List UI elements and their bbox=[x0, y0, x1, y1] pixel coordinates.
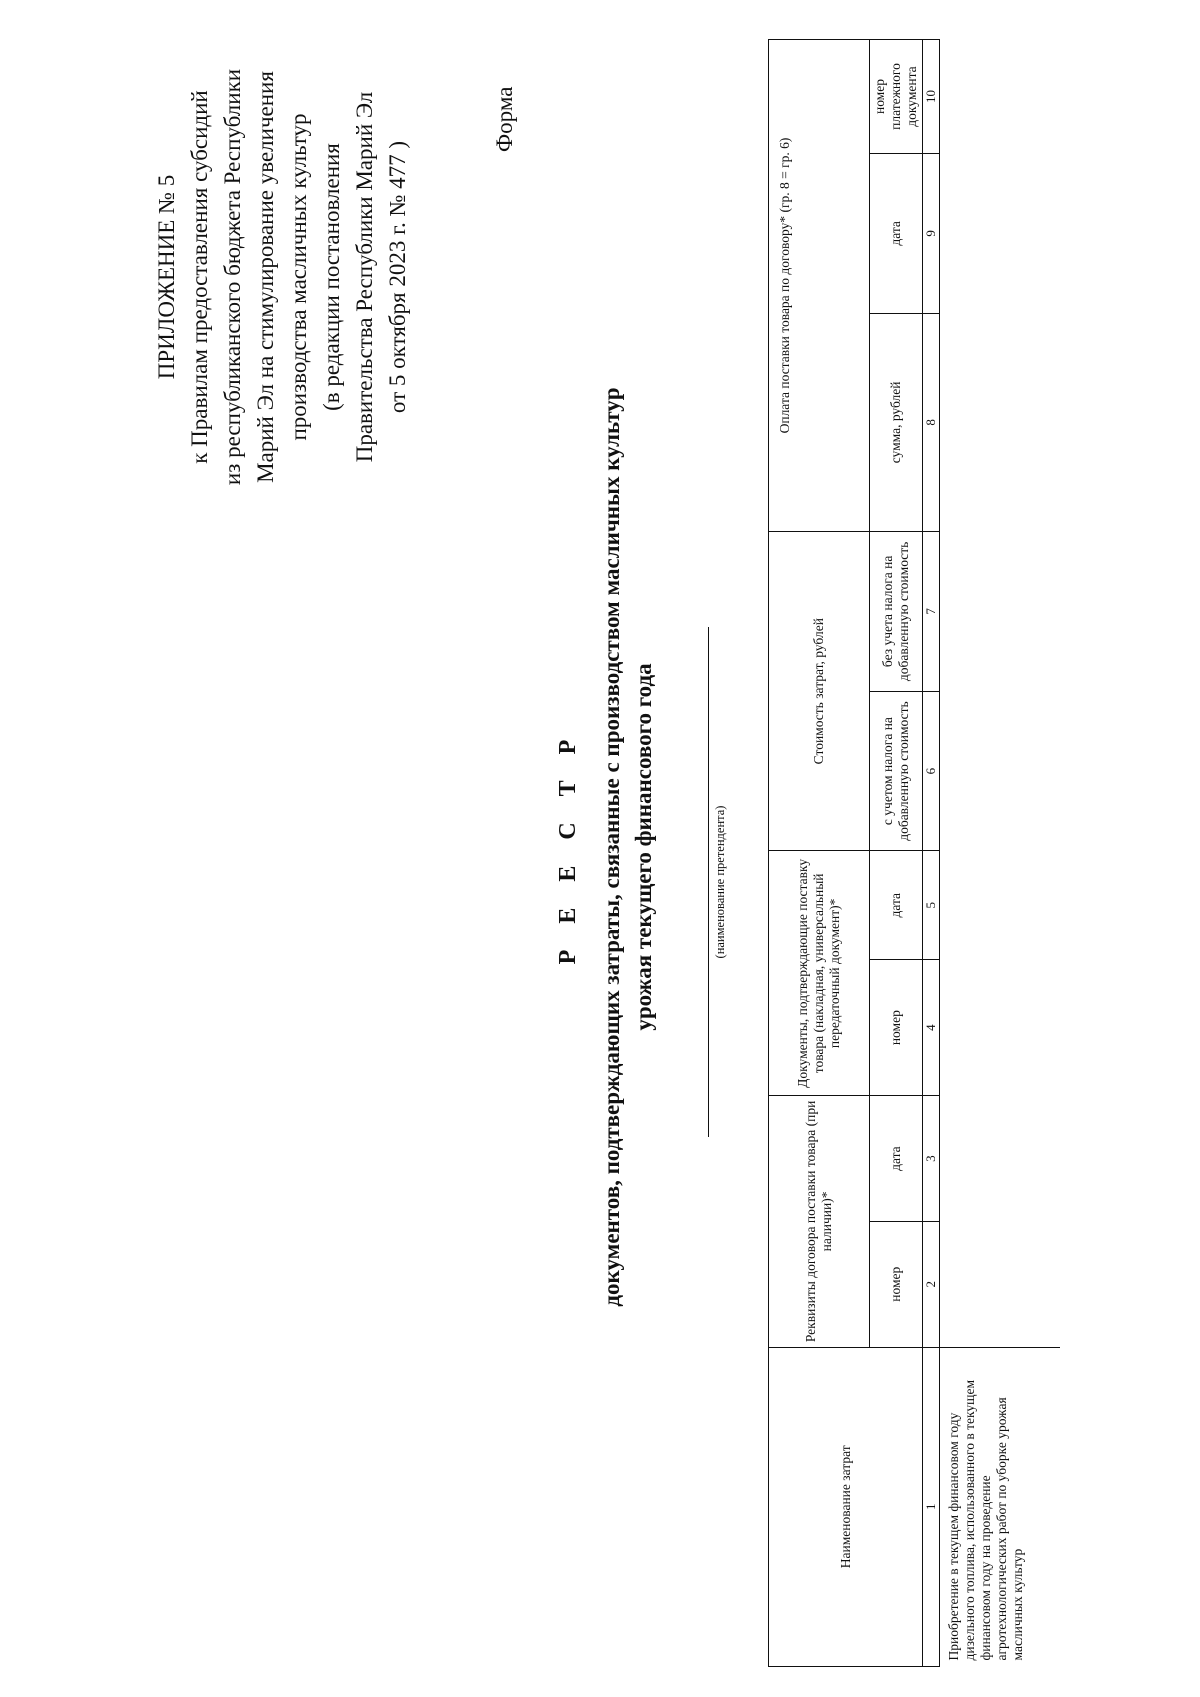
empty-cell bbox=[940, 313, 1061, 531]
col-header-cost-name: Наименование затрат bbox=[769, 1347, 923, 1666]
document-title bbox=[555, 257, 660, 1437]
appendix-line: Правительства Республики Марий Эл bbox=[352, 91, 377, 463]
appendix-header bbox=[150, 17, 414, 537]
column-number: 1 bbox=[923, 1347, 940, 1666]
title-reestr: Р Е Е С Т Р bbox=[555, 729, 581, 965]
empty-cell bbox=[940, 691, 1061, 851]
column-number: 6 bbox=[923, 691, 940, 851]
col-header-payment: Оплата поставки товара по договору* (гр. 8 = гр. 6) bbox=[769, 40, 870, 532]
applicant-underline bbox=[708, 627, 709, 1137]
empty-cell bbox=[940, 532, 1061, 692]
empty-cell bbox=[940, 1096, 1061, 1222]
cost-name-cell: Приобретение в текущем финансовом году дизельного топлива, использованного в текущем финансовом году на проведение агротехнологических работ по уборке урожая масличных культур bbox=[940, 1347, 1061, 1666]
col-header-docs-date: дата bbox=[870, 851, 923, 960]
column-number: 8 bbox=[923, 313, 940, 531]
register-table bbox=[768, 39, 1060, 1667]
col-header-without-vat: без учета налога на добавленную стоимость bbox=[870, 532, 923, 692]
appendix-line: Марий Эл на стимулирование увеличения bbox=[253, 71, 278, 483]
column-number: 4 bbox=[923, 960, 940, 1096]
col-header-contract-date: дата bbox=[870, 1096, 923, 1222]
col-header-docs: Документы, подтверждающие поставку товара (накладная, универсальный передаточный документ)* bbox=[769, 851, 870, 1096]
appendix-line: (в редакции постановления bbox=[319, 143, 344, 411]
header-row-1 bbox=[769, 40, 870, 1667]
empty-cell bbox=[940, 1221, 1061, 1347]
appendix-line: ПРИЛОЖЕНИЕ № 5 bbox=[154, 174, 179, 380]
col-header-contract: Реквизиты договора поставки товара (при наличии)* bbox=[769, 1096, 870, 1347]
form-label: Форма bbox=[492, 86, 517, 152]
column-number: 5 bbox=[923, 851, 940, 960]
col-header-docs-number: номер bbox=[870, 960, 923, 1096]
appendix-line: производства масличных культур bbox=[286, 113, 311, 441]
col-header-cost: Стоимость затрат, рублей bbox=[769, 532, 870, 851]
column-number: 9 bbox=[923, 154, 940, 314]
title-line-1: документов, подтверждающих затраты, связанные с производством масличных культур bbox=[599, 387, 624, 1307]
col-header-contract-number: номер bbox=[870, 1221, 923, 1347]
col-header-pay-date: дата bbox=[870, 154, 923, 314]
col-header-sum: сумма, рублей bbox=[870, 313, 923, 531]
table-row bbox=[940, 40, 1061, 1667]
column-number: 2 bbox=[923, 1221, 940, 1347]
title-line-2: урожая текущего финансового года bbox=[631, 663, 656, 1031]
appendix-line: из республиканского бюджета Республики bbox=[220, 68, 245, 486]
appendix-line: к Правилам предоставления субсидий bbox=[187, 90, 212, 464]
empty-cell bbox=[940, 154, 1061, 314]
col-header-pay-doc-number: номер платежного документа bbox=[870, 40, 923, 154]
empty-cell bbox=[940, 40, 1061, 154]
appendix-line: от 5 октября 2023 г. № 477 ) bbox=[385, 140, 410, 414]
column-number: 3 bbox=[923, 1096, 940, 1222]
applicant-caption: (наименование претендента) bbox=[713, 805, 727, 959]
column-number: 7 bbox=[923, 532, 940, 692]
applicant-field bbox=[708, 627, 728, 1137]
empty-cell bbox=[940, 851, 1061, 960]
empty-cell bbox=[940, 960, 1061, 1096]
column-number: 10 bbox=[923, 40, 940, 154]
column-number-row bbox=[923, 40, 940, 1667]
col-header-with-vat: с учетом налога на добавленную стоимость bbox=[870, 691, 923, 851]
